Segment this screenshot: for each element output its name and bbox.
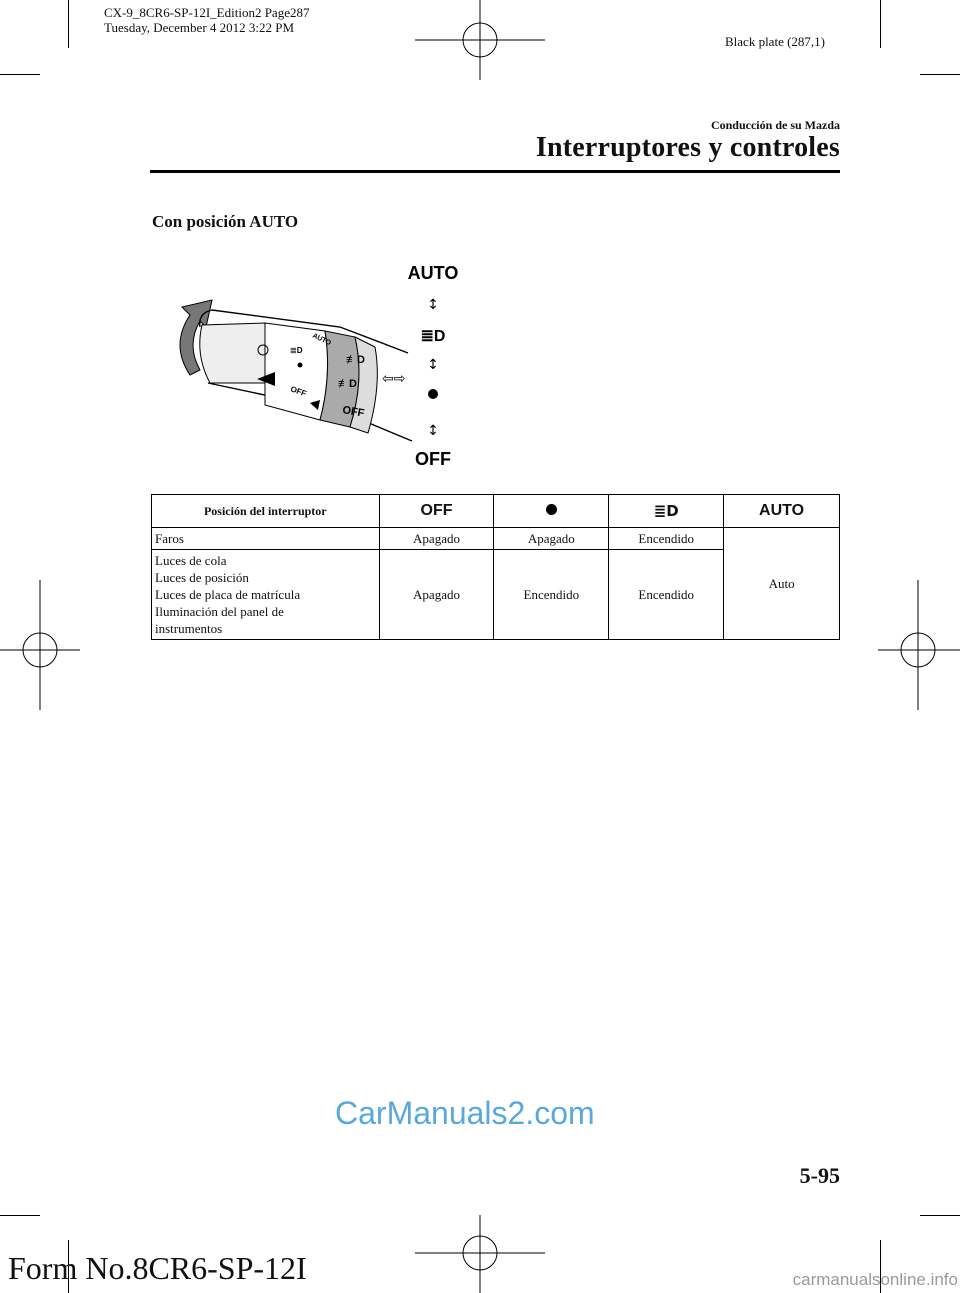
row-label-line: Faros — [155, 531, 184, 546]
table-header-row — [152, 495, 840, 528]
parking-light-icon — [428, 389, 438, 399]
row-label — [152, 550, 380, 640]
cell-headlight: Encendido — [609, 528, 724, 550]
stalk-auto-label: AUTO — [311, 332, 332, 348]
updown-arrow-icon: ↕ — [427, 297, 439, 313]
stalk-off-label-1: OFF — [289, 384, 308, 399]
row-label-line: Luces de placa de matrícula — [155, 587, 301, 602]
turn-arrows-icon: ⇦⇨ — [382, 371, 406, 387]
row-label-line: Iluminación del panel de — [155, 604, 284, 619]
print-meta-plate: Black plate (287,1) — [725, 34, 825, 49]
stalk-headlight-icon: ≣D — [290, 346, 303, 355]
page-subtitle: Con posición AUTO — [152, 212, 299, 231]
off-symbol: OFF — [420, 502, 453, 519]
headlight-switch-diagram — [150, 255, 480, 470]
row-label-line: Luces de posición — [155, 570, 249, 585]
print-meta-date: Tuesday, December 4 2012 3:22 PM — [104, 20, 295, 35]
headlight-icon: ≣D — [420, 328, 446, 345]
parking-light-icon — [546, 504, 557, 515]
cell-off: Apagado — [379, 550, 494, 640]
header-off — [379, 495, 494, 528]
auto-label: AUTO — [407, 263, 459, 283]
off-label: OFF — [415, 449, 451, 469]
stalk-off-label-2: OFF — [341, 404, 366, 420]
auto-symbol: AUTO — [759, 502, 805, 519]
table-row — [152, 528, 840, 550]
header-auto — [724, 495, 840, 528]
header-headlight — [609, 495, 724, 528]
cell-parking: Apagado — [494, 528, 609, 550]
cell-auto: Auto — [724, 528, 840, 640]
front-fog-icon: ≢D — [346, 354, 365, 366]
site-watermark: carmanualsonline.info — [792, 1270, 958, 1289]
row-label — [152, 528, 380, 550]
cell-headlight: Encendido — [609, 550, 724, 640]
parking-light-icon — [298, 363, 303, 368]
headlight-icon: ≣D — [653, 502, 679, 520]
header-switch-position: Posición del interruptor — [152, 495, 380, 528]
title-rule — [150, 170, 840, 173]
watermark: CarManuals2.com — [335, 1095, 595, 1131]
header-parking — [494, 495, 609, 528]
section-title: Interruptores y controles — [535, 132, 840, 163]
updown-arrow-icon: ↕ — [427, 357, 439, 373]
row-label-line: instrumentos — [155, 621, 223, 636]
section-subtitle: Conducción de su Mazda — [710, 118, 840, 132]
updown-arrow-icon: ↕ — [427, 423, 439, 439]
page-number: 5-95 — [799, 1163, 840, 1188]
cell-parking: Encendido — [494, 550, 609, 640]
fog-light-icon: ≢D — [338, 378, 357, 390]
form-number: Form No.8CR6-SP-12I — [8, 1250, 307, 1286]
print-meta-file: CX-9_8CR6-SP-12I_Edition2 Page287 — [104, 5, 310, 20]
cell-off: Apagado — [379, 528, 494, 550]
row-label-line: Luces de cola — [155, 553, 227, 568]
switch-position-table — [151, 494, 840, 640]
